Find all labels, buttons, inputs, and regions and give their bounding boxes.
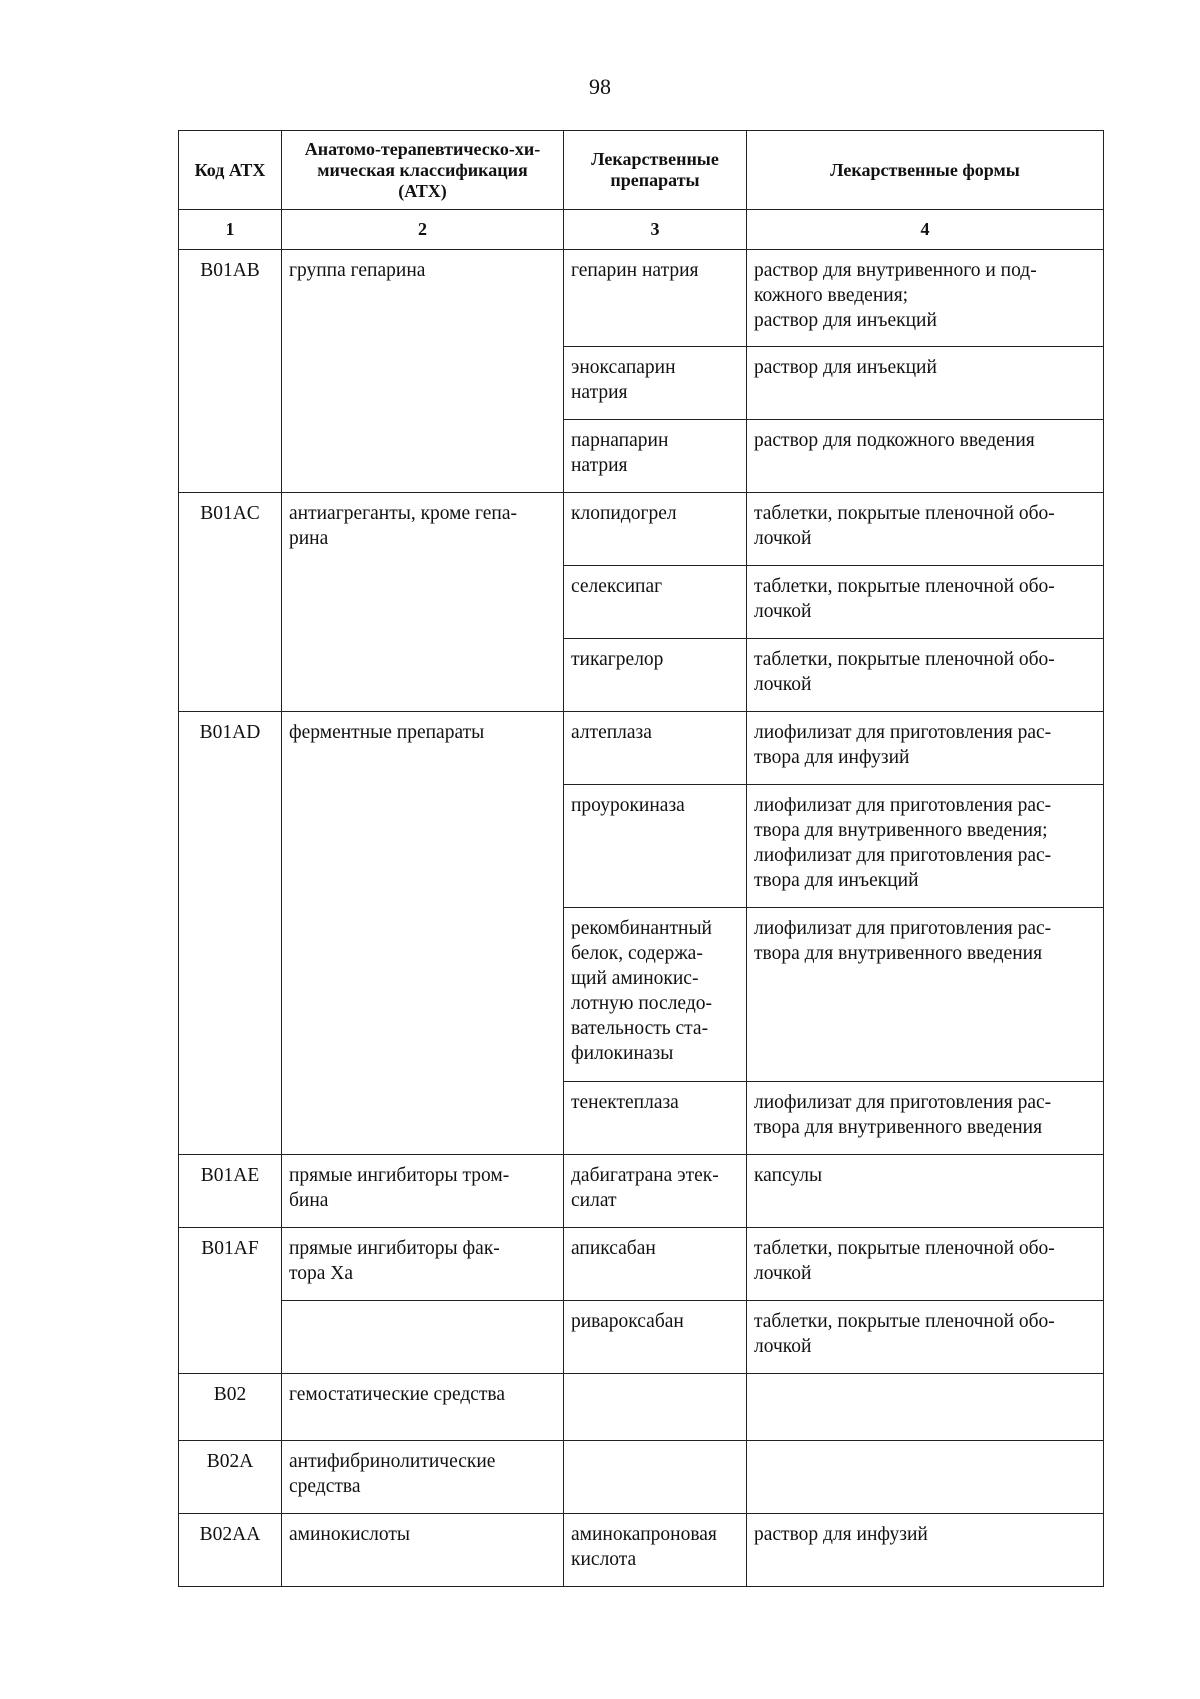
drug-cell [564, 1374, 747, 1441]
form-cell: раствор для инфузий [747, 1514, 1104, 1587]
form-cell: лиофилизат для приготовления рас- твора для инфузий [747, 712, 1104, 785]
form-cell [747, 1374, 1104, 1441]
atx-drug-table [178, 130, 1104, 1587]
classification-cell: гемостатические средства [282, 1374, 564, 1441]
header-classification: Анатомо-терапевтическо-хи- мическая классификация (АТХ) [282, 131, 564, 210]
table-row [179, 1374, 1104, 1441]
column-number: 4 [747, 210, 1104, 250]
form-cell: таблетки, покрытые пленочной обо- лочкой [747, 566, 1104, 639]
atx-code-cell: B01AD [179, 712, 282, 1155]
atx-code-cell: B01AB [179, 250, 282, 493]
column-number: 1 [179, 210, 282, 250]
classification-cell: аминокислоты [282, 1514, 564, 1587]
table-row [179, 493, 1104, 566]
atx-code-cell: B02 [179, 1374, 282, 1441]
drug-cell: тенектеплаза [564, 1082, 747, 1155]
column-number: 3 [564, 210, 747, 250]
drug-cell: дабигатрана этек- силат [564, 1155, 747, 1228]
form-cell: лиофилизат для приготовления рас- твора для внутривенного введения [747, 1082, 1104, 1155]
drug-cell: селексипаг [564, 566, 747, 639]
drug-cell: ривароксабан [564, 1301, 747, 1374]
drug-cell: парнапарин натрия [564, 420, 747, 493]
form-cell: лиофилизат для приготовления рас- твора для внутривенного введения [747, 908, 1104, 1082]
table-row [179, 1155, 1104, 1228]
classification-cell: прямые ингибиторы тром- бина [282, 1155, 564, 1228]
form-cell: таблетки, покрытые пленочной обо- лочкой [747, 1228, 1104, 1301]
atx-code-cell: B01AF [179, 1228, 282, 1374]
drug-cell: гепарин натрия [564, 250, 747, 347]
table-row [179, 1228, 1104, 1301]
form-cell [747, 1441, 1104, 1514]
form-cell: таблетки, покрытые пленочной обо- лочкой [747, 639, 1104, 712]
form-cell: раствор для подкожного введения [747, 420, 1104, 493]
column-number: 2 [282, 210, 564, 250]
drug-cell: клопидогрел [564, 493, 747, 566]
classification-cell [282, 1301, 564, 1374]
page-number: 98 [589, 74, 611, 99]
column-number-row [179, 210, 1104, 250]
drug-cell: апиксабан [564, 1228, 747, 1301]
drug-cell: алтеплаза [564, 712, 747, 785]
table-row [179, 1514, 1104, 1587]
form-cell: раствор для инъекций [747, 347, 1104, 420]
header-drugs: Лекарственные препараты [564, 131, 747, 210]
form-cell: капсулы [747, 1155, 1104, 1228]
form-cell: таблетки, покрытые пленочной обо- лочкой [747, 1301, 1104, 1374]
atx-code-cell: B01AC [179, 493, 282, 712]
header-row [179, 131, 1104, 210]
classification-cell: прямые ингибиторы фак- тора Xa [282, 1228, 564, 1301]
drug-cell: тикагрелор [564, 639, 747, 712]
atx-code-cell: B02AA [179, 1514, 282, 1587]
form-cell: лиофилизат для приготовления рас- твора для внутривенного введения; лиофилизат для приготовления рас- твора для инъекций [747, 785, 1104, 908]
atx-code-cell: B01AE [179, 1155, 282, 1228]
classification-cell: группа гепарина [282, 250, 564, 493]
table-row [179, 712, 1104, 785]
atx-code-cell: B02A [179, 1441, 282, 1514]
drug-cell: проурокиназа [564, 785, 747, 908]
classification-cell: антиагреганты, кроме гепа- рина [282, 493, 564, 712]
header-forms: Лекарственные формы [747, 131, 1104, 210]
form-cell: таблетки, покрытые пленочной обо- лочкой [747, 493, 1104, 566]
drug-cell: рекомбинантный белок, содержа- щий аминокис- лотную последо- вательность ста- филокиназы [564, 908, 747, 1082]
classification-cell: антифибринолитические средства [282, 1441, 564, 1514]
table-row [179, 250, 1104, 347]
form-cell: раствор для внутривенного и под- кожного введения; раствор для инъекций [747, 250, 1104, 347]
drug-cell: эноксапарин натрия [564, 347, 747, 420]
drug-cell [564, 1441, 747, 1514]
drug-cell: аминокапроновая кислота [564, 1514, 747, 1587]
classification-cell: ферментные препараты [282, 712, 564, 1155]
table-row [179, 1441, 1104, 1514]
table-row [179, 1301, 1104, 1374]
header-code: Код АТХ [179, 131, 282, 210]
